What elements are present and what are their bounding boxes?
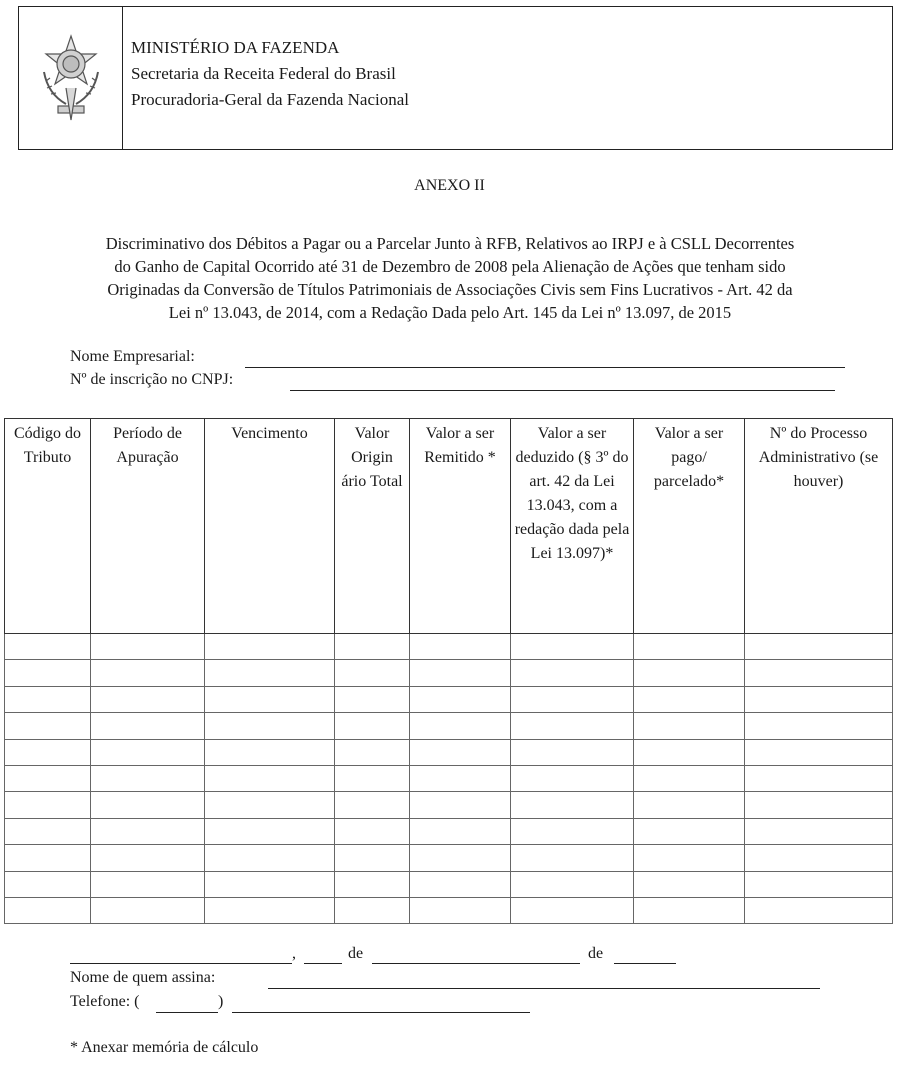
phone-label: Telefone: ( [70,993,140,1010]
table-cell[interactable] [634,792,745,818]
header-box [18,6,893,150]
table-cell[interactable] [634,818,745,844]
table-cell[interactable] [511,739,634,765]
phone-close-paren: ) [218,993,224,1010]
table-cell[interactable] [91,660,205,686]
header-valor-remitido: Valor a ser Remitido * [410,419,511,634]
table-cell[interactable] [91,765,205,791]
table-cell[interactable] [5,818,91,844]
table-cell[interactable] [511,765,634,791]
table-cell[interactable] [205,634,335,660]
table-cell[interactable] [335,634,410,660]
attorney-office-name: Procuradoria-Geral da Fazenda Nacional [131,90,410,109]
table-row [5,765,893,791]
table-cell[interactable] [634,660,745,686]
table-cell[interactable] [205,818,335,844]
table-cell[interactable] [5,871,91,897]
table-cell[interactable] [745,713,893,739]
table-cell[interactable] [634,765,745,791]
table-cell[interactable] [91,818,205,844]
description-line-2: do Ganho de Capital Ocorrido até 31 de Dezembro de 2008 pela Alienação de Ações que tenham sido [114,257,786,276]
header-valor-pago: Valor a ser pago/ parcelado* [634,419,745,634]
table-cell[interactable] [205,897,335,923]
table-cell[interactable] [5,713,91,739]
table-cell[interactable] [335,765,410,791]
table-cell[interactable] [5,845,91,871]
table-cell[interactable] [5,739,91,765]
table-cell[interactable] [511,818,634,844]
table-cell[interactable] [5,634,91,660]
table-cell[interactable] [91,897,205,923]
table-cell[interactable] [745,818,893,844]
table-row [5,871,893,897]
table-cell[interactable] [91,845,205,871]
description-line-3: Originadas da Conversão de Títulos Patrimoniais de Associações Civis sem Fins Lucrativos - Art. 42 da [107,280,793,299]
table-cell[interactable] [205,686,335,712]
emblem-cell [19,7,123,149]
table-row [5,845,893,871]
brazil-coat-of-arms-icon [36,32,106,124]
table-cell[interactable] [410,739,511,765]
table-cell[interactable] [205,713,335,739]
table-cell[interactable] [335,845,410,871]
table-cell[interactable] [410,634,511,660]
table-cell[interactable] [335,660,410,686]
header-vencimento: Vencimento [205,419,335,634]
table-cell[interactable] [91,871,205,897]
table-cell[interactable] [634,845,745,871]
table-cell[interactable] [335,818,410,844]
table-body [5,634,893,924]
table-cell[interactable] [205,792,335,818]
table-cell[interactable] [410,713,511,739]
cnpj-label: Nº de inscrição no CNPJ: [70,371,234,388]
table-cell[interactable] [745,660,893,686]
table-cell[interactable] [335,897,410,923]
table-cell[interactable] [410,792,511,818]
table-cell[interactable] [745,871,893,897]
table-row [5,792,893,818]
table-cell[interactable] [335,792,410,818]
signer-label: Nome de quem assina: [70,969,216,986]
table-cell[interactable] [511,713,634,739]
table-header-row [5,419,893,634]
header-valor-deduzido: Valor a ser deduzido (§ 3º do art. 42 da Lei 13.043, com a redação dada pela Lei 13.097)* [511,419,634,634]
header-valor-originario: Valor Origin ário Total [335,419,410,634]
table-cell[interactable] [511,845,634,871]
table-cell[interactable] [410,871,511,897]
table-cell[interactable] [511,660,634,686]
table-cell[interactable] [335,739,410,765]
table-cell[interactable] [745,897,893,923]
table-cell[interactable] [5,660,91,686]
table-cell[interactable] [91,634,205,660]
date-of-label-2: de [588,945,604,962]
table-cell[interactable] [5,686,91,712]
table-cell[interactable] [410,845,511,871]
table-cell[interactable] [91,686,205,712]
company-name-field[interactable] [245,367,845,368]
table-cell[interactable] [410,897,511,923]
table-cell[interactable] [511,686,634,712]
table-cell[interactable] [634,871,745,897]
table-cell[interactable] [410,686,511,712]
table-cell[interactable] [634,739,745,765]
table-cell[interactable] [511,897,634,923]
calculation-note: * Anexar memória de cálculo [70,1039,259,1056]
table-cell[interactable] [205,845,335,871]
table-row [5,686,893,712]
phone-area-code-field[interactable] [156,1012,218,1013]
table-cell[interactable] [205,871,335,897]
place-field[interactable] [70,963,292,964]
table-cell[interactable] [634,686,745,712]
company-name-label: Nome Empresarial: [70,348,195,365]
table-cell[interactable] [91,713,205,739]
table-cell[interactable] [5,792,91,818]
ministry-name: MINISTÉRIO DA FAZENDA [131,38,340,57]
table-row [5,818,893,844]
table-cell[interactable] [745,845,893,871]
table-row [5,739,893,765]
secretariat-name: Secretaria da Receita Federal do Brasil [131,64,396,83]
header-text [123,7,409,149]
table-cell[interactable] [745,765,893,791]
table-cell[interactable] [511,634,634,660]
table-row [5,634,893,660]
table-cell[interactable] [5,765,91,791]
table-cell[interactable] [410,660,511,686]
table-cell[interactable] [745,634,893,660]
table-cell[interactable] [745,792,893,818]
table-cell[interactable] [511,871,634,897]
table-cell[interactable] [634,897,745,923]
table-cell[interactable] [205,765,335,791]
table-cell[interactable] [511,792,634,818]
header-periodo-apuracao: Período de Apuração [91,419,205,634]
table-cell[interactable] [205,739,335,765]
table-cell[interactable] [745,686,893,712]
cnpj-field[interactable] [290,390,835,391]
table-row [5,897,893,923]
table-cell[interactable] [745,739,893,765]
table-cell[interactable] [410,818,511,844]
table-cell[interactable] [91,739,205,765]
table-cell[interactable] [335,686,410,712]
table-cell[interactable] [205,660,335,686]
table-cell[interactable] [91,792,205,818]
annex-title: ANEXO II [414,177,485,194]
date-of-label-1: de [348,945,364,962]
header-processo-administrativo: Nº do Processo Administrativo (se houver) [745,419,893,634]
table-cell[interactable] [335,871,410,897]
year-field[interactable] [614,963,676,964]
comma-separator: , [292,945,296,962]
table-cell[interactable] [5,897,91,923]
table-row [5,713,893,739]
table-cell[interactable] [335,713,410,739]
day-field[interactable] [304,963,342,964]
table-cell[interactable] [410,765,511,791]
description-line-4: Lei nº 13.043, de 2014, com a Redação Dada pelo Art. 145 da Lei nº 13.097, de 2015 [168,303,732,322]
table-cell[interactable] [634,634,745,660]
description-line-1: Discriminativo dos Débitos a Pagar ou a Parcelar Junto à RFB, Relativos ao IRPJ e à CSLL Decorrentes [105,234,795,253]
month-field[interactable] [372,963,580,964]
document-description [10,232,890,324]
header-codigo-tributo: Código do Tributo [5,419,91,634]
phone-number-field[interactable] [232,1012,530,1013]
debts-table [4,418,893,924]
table-cell[interactable] [634,713,745,739]
signer-field[interactable] [268,988,820,989]
table-row [5,660,893,686]
